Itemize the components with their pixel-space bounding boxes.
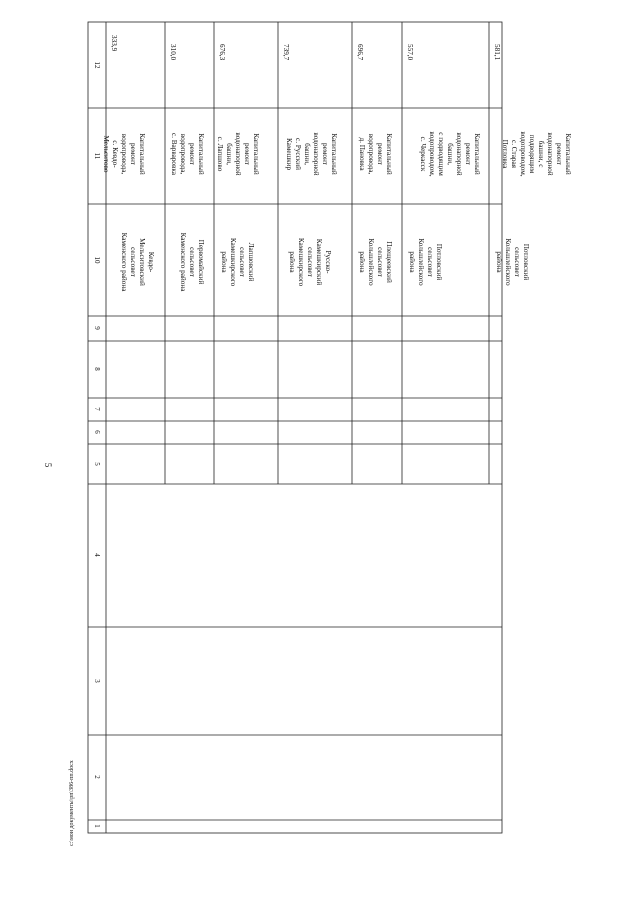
column-number-1: 1 [93, 824, 101, 828]
row-2-project: Капитальный ремонт водопровода, с. Варваровка [170, 132, 205, 175]
row-5-amount: 696,7 [356, 44, 364, 61]
row-4-amount: 739,7 [282, 44, 290, 61]
column-number-10: 10 [93, 256, 101, 264]
column-number-8: 8 [93, 367, 101, 371]
row-2-amount: 310,0 [169, 44, 177, 61]
row-5-project: Капитальный ремонт водопровода, д. Пановка [358, 133, 393, 175]
row-3-amount: 676,3 [218, 44, 226, 61]
column-number-5: 5 [93, 462, 101, 466]
row-5-recipient: Плещеевский сельсовет Кольшлейского района [358, 238, 393, 286]
row-7-recipient: Потловский сельсовет Кольшлейского района [495, 238, 530, 286]
row-1-amount: 333,9 [110, 35, 118, 52]
row-1-project: Капитальный ремонт водопровода, с. Кевдо- Мельситово [102, 133, 146, 175]
page-number: 5 [43, 462, 53, 468]
row-6-recipient: Потловский сельсовет Кольшлейского района [408, 238, 443, 286]
row-6-amount: 557,0 [406, 44, 414, 61]
row-4-project: Капитальный ремонт водонапорной башни, с. Русский Камешкир [285, 132, 338, 176]
row-2-recipient: Первомайский сельсовет Каменского района [179, 232, 205, 292]
row-3-project: Капитальный ремонт водонапорной башни, с. Лапшово [216, 132, 260, 176]
row-7-amount: 581,1 [493, 44, 501, 61]
column-number-9: 9 [93, 326, 101, 330]
row-6-project: Капитальный ремонт водонапорной башни, с подводящим водопроводом, с. Черкасск [419, 131, 481, 177]
column-number-2: 2 [93, 775, 101, 779]
row-3-recipient: Лапшовский сельсовет Камешкирского района [220, 237, 255, 287]
column-number-12: 12 [93, 61, 101, 69]
column-number-7: 7 [93, 407, 101, 411]
column-number-4: 4 [93, 553, 101, 557]
column-number-6: 6 [93, 430, 101, 434]
row-1-recipient: Кевдо- Мельситовский сельсовет Каменского района [120, 232, 155, 292]
row-7-project: Капитальный ремонт водонапорной башни, с подводящим водопроводом, с. Старая Потловка [501, 131, 572, 177]
row-4-recipient: Русско- Камешкирский сельсовет Камешкирского района [288, 237, 332, 287]
column-number-11: 11 [93, 152, 101, 160]
column-number-3: 3 [93, 679, 101, 683]
file-path-footer: c:\мои документы\рп\386-пп.docx [69, 760, 75, 846]
